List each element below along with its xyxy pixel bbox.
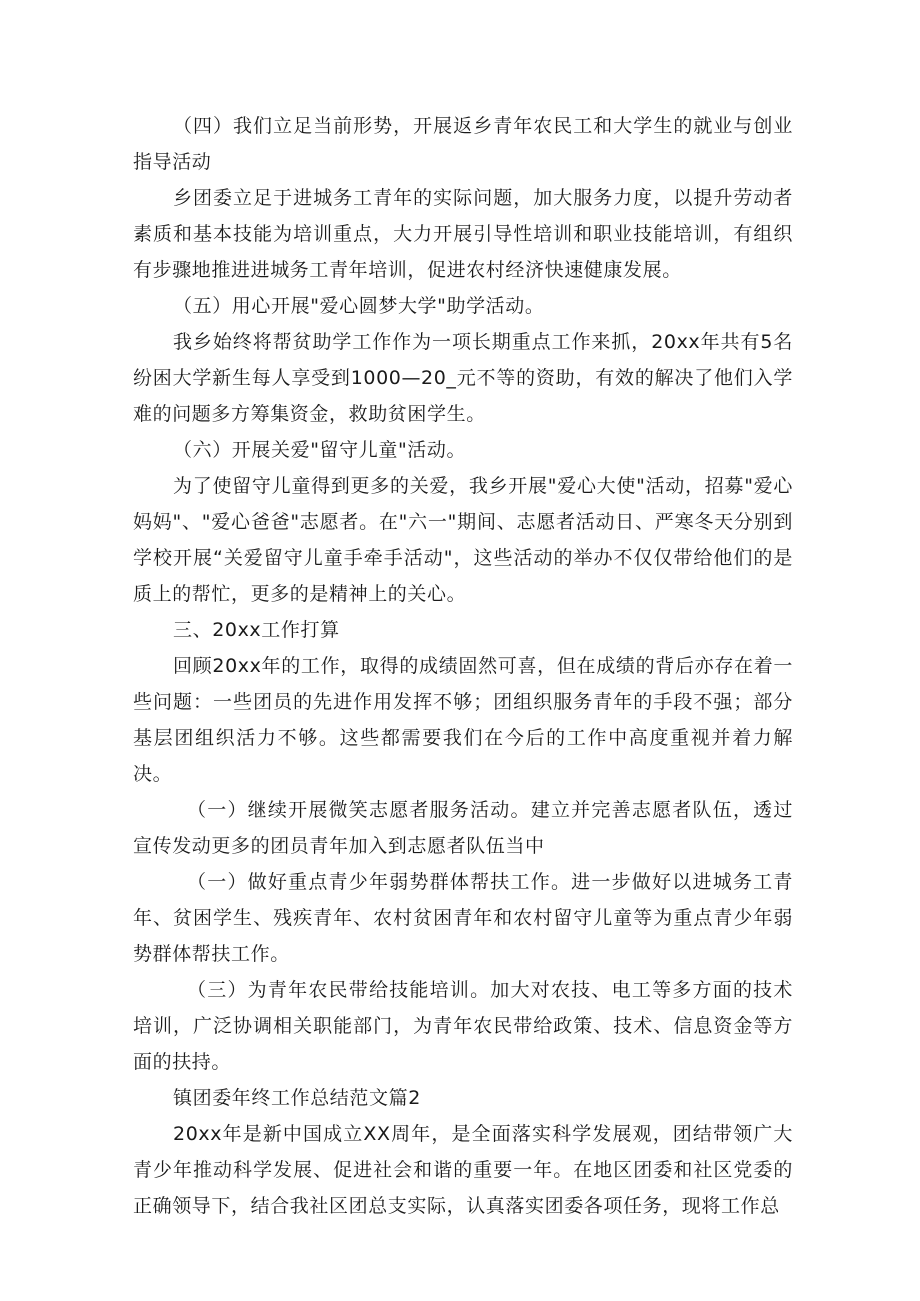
paragraph-left-behind-children: 为了使留守儿童得到更多的关爱，我乡开展"爱心大使"活动，招募"爱心妈妈"、"爱心爸爸"志愿者。在"六一"期间、志愿者活动日、严寒冬天分别到学校开展“关爱留守儿童手牵手活动"，这些活动的举办不仅仅带给他们的是质上的帮忙，更多的是精神上的关心。 [133,475,793,605]
section-heading-four: （四）我们立足当前形势，开展返乡青年农民工和大学生的就业与创业指导活动 [133,115,793,173]
plan-item-volunteers: （一）继续开展微笑志愿者服务活动。建立并完善志愿者队伍，透过宣传发动更多的团员青年加入到志愿者队伍当中 [133,799,793,857]
document-body [133,108,793,1224]
section-heading-plan: 三、20xx工作打算 [173,619,340,641]
plan-item-vulnerable-youth: （一）做好重点青少年弱势群体帮扶工作。进一步做好以进城务工青年、贫困学生、残疾青年、农村贫困青年和农村留守儿童等为重点青少年弱势群体帮扶工作。 [133,871,793,965]
section-heading-six: （六）开展关爱"留守儿童"活动。 [173,439,467,461]
paragraph-scholarship: 我乡始终将帮贫助学工作作为一项长期重点工作来抓，20xx年共有5名纷困大学新生每人享受到1000—20_元不等的资助，有效的解决了他们入学难的问题多方筹集资金，救助贫困学生。 [133,331,793,425]
paragraph-training: 乡团委立足于进城务工青年的实际问题，加大服务力度，以提升劳动者素质和基本技能为培训重点，大力开展引导性培训和职业技能培训，有组织有步骤地推进进城务工青年培训，促进农村经济快速健康发展。 [133,187,793,281]
article-title-2: 镇团委年终工作总结范文篇2 [173,1087,421,1109]
paragraph-review: 回顾20xx年的工作，取得的成绩固然可喜，但在成绩的背后亦存在着一些问题：一些团员的先进作用发挥不够；团组织服务青年的手段不强；部分基层团组织活力不够。这些都需要我们在今后的工作中高度重视并着力解决。 [133,655,793,785]
paragraph-article-2-intro: 20xx年是新中国成立XX周年，是全面落实科学发展观，团结带领广大青少年推动科学发展、促进社会和谐的重要一年。在地区团委和社区党委的正确领导下，结合我社区团总支实际，认真落实团委各项任务，现将工作总 [133,1123,793,1217]
plan-item-skills-training: （三）为青年农民带给技能培训。加大对农技、电工等多方面的技术培训，广泛协调相关职能部门，为青年农民带给政策、技术、信息资金等方面的扶持。 [133,979,793,1073]
section-heading-five: （五）用心开展"爱心圆梦大学"助学活动。 [173,295,545,317]
